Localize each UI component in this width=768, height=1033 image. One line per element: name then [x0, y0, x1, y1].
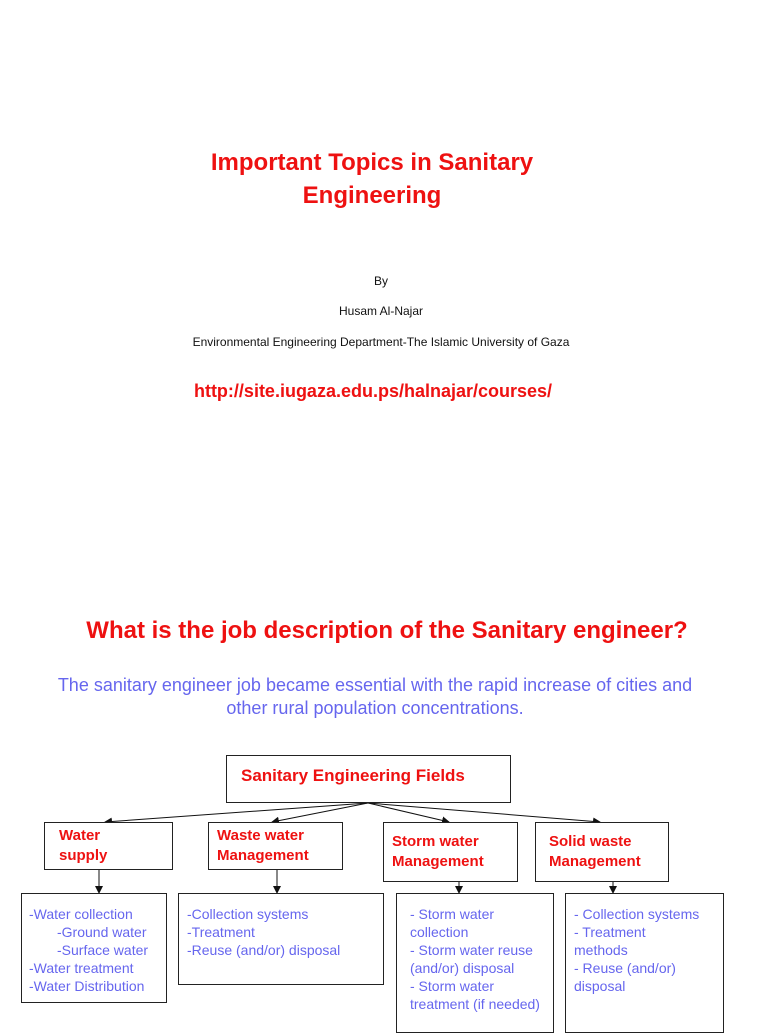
detail-box-solid-waste — [565, 893, 724, 1033]
title-line-2: Engineering — [302, 182, 442, 209]
detail-item: -Ground water — [57, 924, 147, 940]
intro-line-2: other rural population concentrations. — [226, 698, 524, 718]
field-label-line-1: Solid waste — [549, 833, 632, 850]
course-url-link[interactable]: http://site.iugaza.edu.ps/halnajar/courses/ — [193, 381, 553, 401]
detail-item: - Storm water — [410, 906, 495, 922]
field-box-waste-water — [208, 822, 343, 870]
title-line-1: Important Topics in Sanitary — [210, 149, 534, 176]
connector-water-supply — [105, 803, 368, 822]
connector-solid-waste — [368, 803, 600, 822]
field-label-line-2: supply — [59, 847, 108, 864]
detail-item: treatment (if needed) — [410, 996, 540, 1012]
field-label-line-2: Management — [217, 847, 309, 864]
by-label: By — [373, 274, 388, 288]
field-label-line-1: Storm water — [392, 833, 479, 850]
field-box-storm-water — [383, 822, 518, 882]
detail-box-waste-water — [178, 893, 384, 985]
detail-item: - Treatment — [574, 924, 646, 940]
root-node-box — [226, 755, 511, 803]
detail-item: -Collection systems — [187, 906, 309, 922]
detail-item: - Collection systems — [574, 906, 700, 922]
detail-item: methods — [574, 942, 628, 958]
author-name: Husam Al-Najar — [338, 304, 424, 318]
detail-item: -Treatment — [187, 924, 255, 940]
department-line: Environmental Engineering Department-The Islamic University of Gaza — [192, 335, 570, 349]
connector-waste-water — [272, 803, 368, 822]
detail-item: collection — [410, 924, 469, 940]
field-label-line-2: Management — [392, 853, 484, 870]
detail-box-storm-water — [396, 893, 554, 1033]
field-box-water-supply — [44, 822, 173, 870]
intro-line-1: The sanitary engineer job became essential with the rapid increase of cities and — [57, 675, 693, 695]
detail-item: (and/or) disposal — [410, 960, 515, 976]
detail-item: -Water treatment — [29, 960, 134, 976]
root-node-label: Sanitary Engineering Fields — [241, 766, 465, 785]
detail-box-water-supply — [21, 893, 167, 1003]
detail-item: disposal — [574, 978, 626, 994]
field-label-line-1: Waste water — [217, 827, 304, 844]
field-label-line-2: Management — [549, 853, 641, 870]
detail-item: -Water collection — [29, 906, 133, 922]
detail-item: -Surface water — [57, 942, 149, 958]
detail-item: -Water Distribution — [29, 978, 145, 994]
detail-item: - Storm water — [410, 978, 495, 994]
detail-item: - Reuse (and/or) — [574, 960, 676, 976]
field-label-line-1: Water — [59, 827, 101, 844]
detail-item: -Reuse (and/or) disposal — [187, 942, 341, 958]
slide-question-heading: What is the job description of the Sanitary engineer? — [86, 617, 688, 644]
detail-item: - Storm water reuse — [410, 942, 533, 958]
field-box-solid-waste — [535, 822, 669, 882]
